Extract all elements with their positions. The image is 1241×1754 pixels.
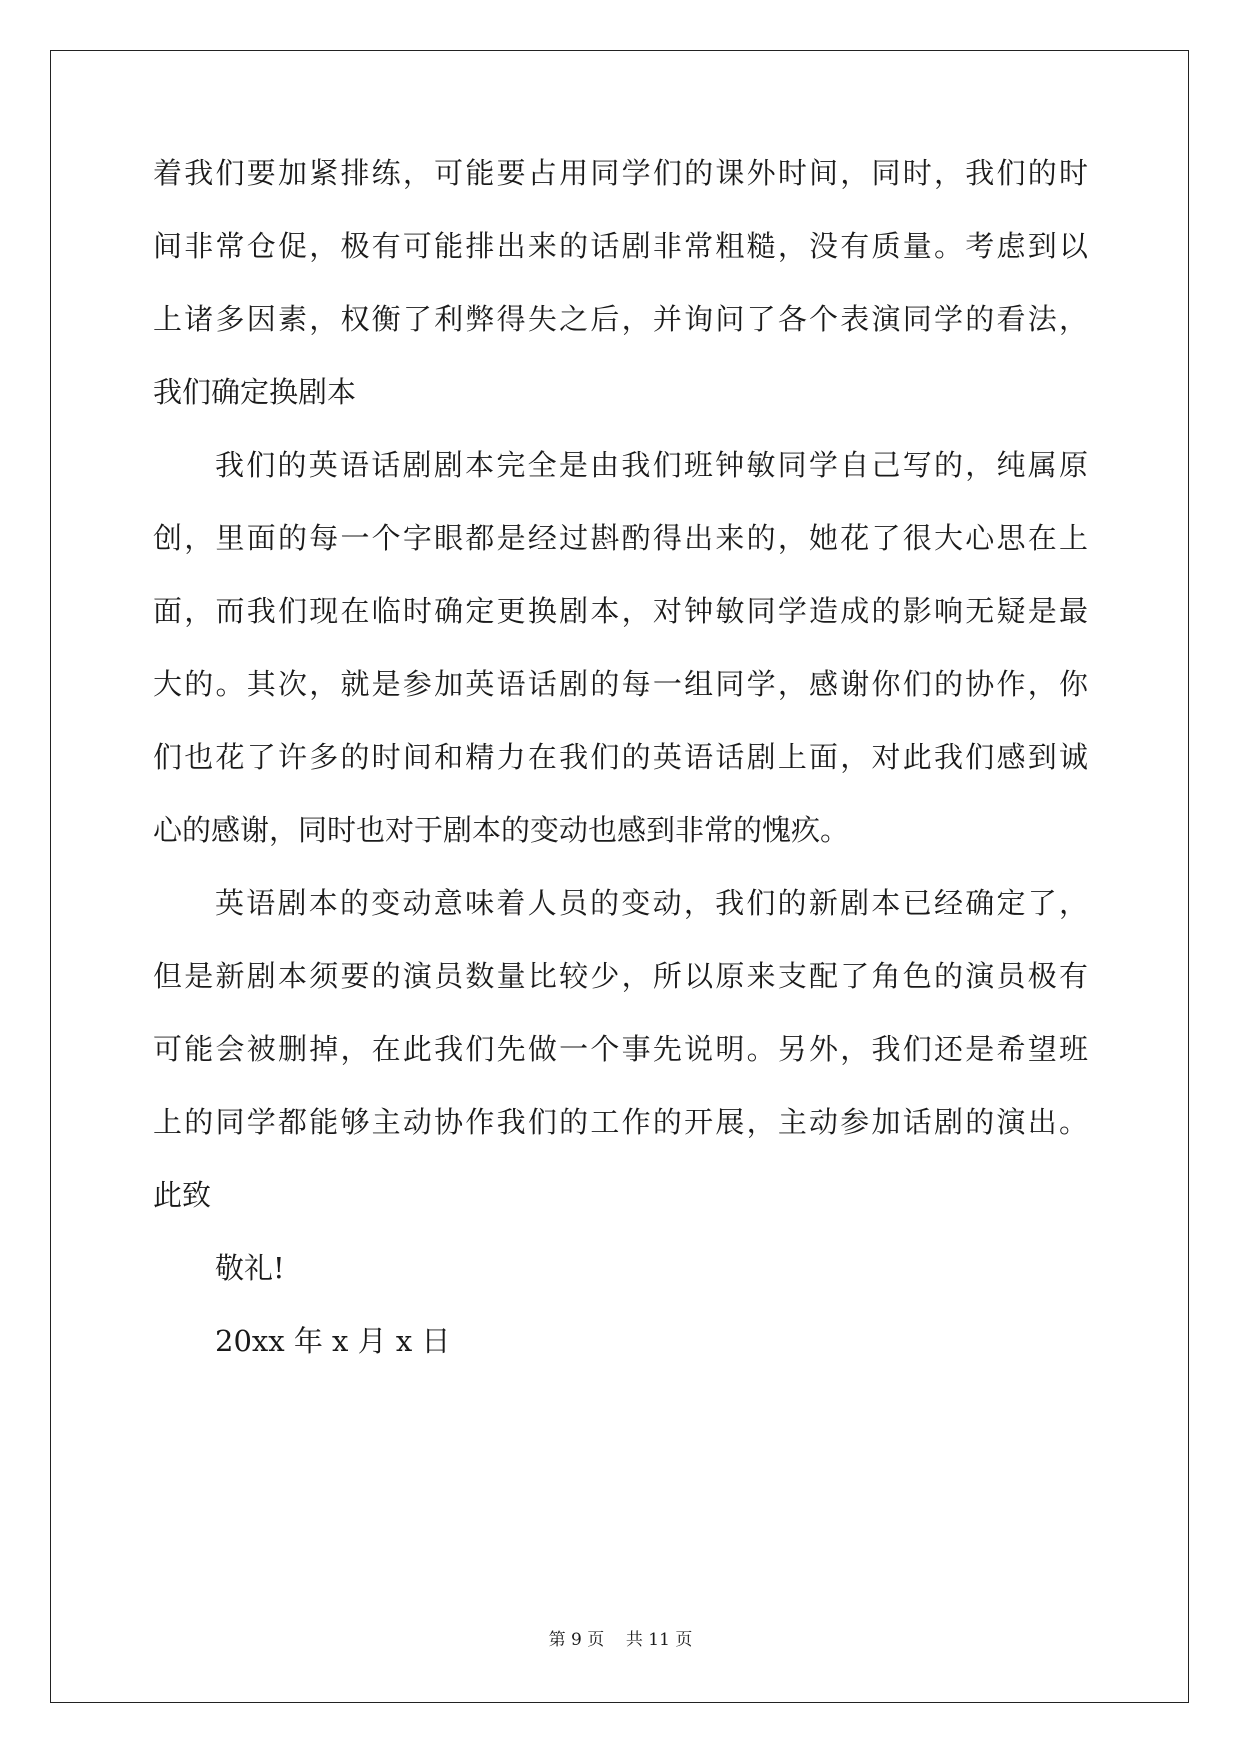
text-line: 大的。其次，就是参加英语话剧的每一组同学，感谢你们的协作，你 — [153, 667, 1088, 701]
text-line: 上诸多因素，权衡了利弊得失之后，并询问了各个表演同学的看法， — [153, 302, 1088, 336]
text-line: 我们确定换剧本 — [153, 375, 357, 409]
page-border — [50, 50, 1189, 1703]
text-line: 面，而我们现在临时确定更换剧本，对钟敏同学造成的影响无疑是最 — [153, 594, 1088, 628]
salutation: 敬礼! — [215, 1251, 285, 1285]
text-line: 着我们要加紧排练，可能要占用同学们的课外时间，同时，我们的时 — [153, 156, 1088, 190]
text-line: 但是新剧本须要的演员数量比较少，所以原来支配了角色的演员极有 — [153, 959, 1088, 993]
text-line: 可能会被删掉，在此我们先做一个事先说明。另外，我们还是希望班 — [153, 1032, 1088, 1066]
date-line: 20xx 年 x 月 x 日 — [215, 1324, 451, 1358]
text-line: 创，里面的每一个字眼都是经过斟酌得出来的，她花了很大心思在上 — [153, 521, 1088, 555]
text-line: 英语剧本的变动意味着人员的变动，我们的新剧本已经确定了， — [215, 886, 1088, 920]
closing-phrase: 此致 — [153, 1178, 212, 1212]
text-line: 我们的英语话剧剧本完全是由我们班钟敏同学自己写的，纯属原 — [215, 448, 1088, 482]
page-number-footer: 第 9 页 共 11 页 — [548, 1630, 693, 1650]
text-line: 间非常仓促，极有可能排出来的话剧非常粗糙，没有质量。考虑到以 — [153, 229, 1088, 263]
text-line: 们也花了许多的时间和精力在我们的英语话剧上面，对此我们感到诚 — [153, 740, 1088, 774]
text-line: 心的感谢，同时也对于剧本的变动也感到非常的愧疚。 — [153, 813, 850, 847]
text-line: 上的同学都能够主动协作我们的工作的开展，主动参加话剧的演出。 — [153, 1105, 1088, 1139]
